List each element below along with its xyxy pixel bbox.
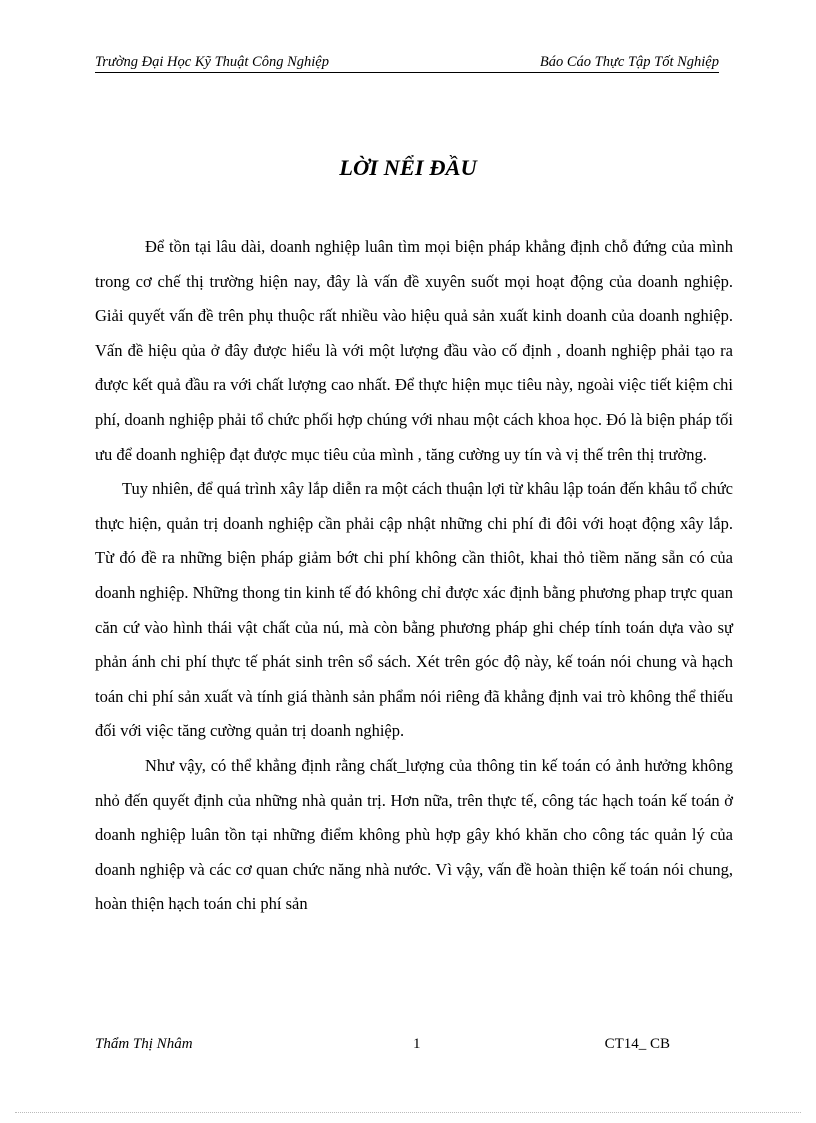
page-header bbox=[95, 52, 719, 73]
header-school-name: Trường Đại Học Kỹ Thuật Công Nghiệp bbox=[95, 54, 329, 70]
footer-author: Thẩm Thị Nhâm bbox=[95, 1036, 193, 1052]
footer-page-number: 1 bbox=[413, 1036, 421, 1052]
document-body bbox=[95, 230, 733, 922]
paragraph-3: Như vậy, có thể khẳng định rằng chất_lượng của thông tin kế toán có ảnh hưởng không nhỏ đến quyết định của những nhà quản trị. Hơn nữa, trên thực tế, công tác hạch toán kế toán ở doanh nghiệp luân tồn tại những điểm không phù hợp gây khó khăn cho công tác quản lý của doanh nghiệp và các cơ quan chức năng nhà nước. Vì vậy, vấn đề hoàn thiện kế toán nói chung, hoàn thiện hạch toán chi phí sản bbox=[95, 755, 733, 914]
header-report-title: Báo Cáo Thực Tập Tốt Nghiệp bbox=[539, 54, 719, 70]
footer-class-code: CT14_ CB bbox=[604, 1036, 670, 1052]
document-title: LỜI NỂI ĐẦU bbox=[339, 155, 477, 180]
page-bottom-edge bbox=[15, 1112, 801, 1113]
paragraph-1: Để tồn tại lâu dài, doanh nghiệp luân tìm mọi biện pháp khẳng định chỗ đứng của mình trong cơ chế thị trường hiện nay, đây là vấn đề xuyên suốt mọi hoạt động của doanh nghiệp. Giải quyết vấn đề trên phụ thuộc rất nhiều vào hiệu quả sản xuất kinh doanh của doanh nghiệp. Vấn đề hiệu qủa ở đây được hiểu là với một lượng đầu vào cố định , doanh nghiệp phải tạo ra được kết quả đầu ra với chất lượng cao nhất. Để thực hiện mục tiêu này, ngoài việc tiết kiệm chi phí, doanh nghiệp phải tổ chức phối hợp chúng với nhau một cách khoa học. Đó là biện pháp tối ưu để doanh nghiệp đạt được mục tiêu của mình , tăng cường uy tín và vị thế trên thị trường. bbox=[95, 237, 733, 464]
paragraph-2: Tuy nhiên, để quá trình xây lắp diễn ra một cách thuận lợi từ khâu lập toán đến khâu tổ chức thực hiện, quản trị doanh nghiệp cần phải cập nhật những chi phí đi đôi với hoạt động xây lắp. Từ đó đề ra những biện pháp giảm bớt chi phí không cần thiôt, khai thỏ tiềm năng sẵn có của doanh nghiệp. Những thong tin kinh tế đó không chỉ được xác định bằng phương phap trực quan căn cứ vào hình thái vật chất của nú, mà còn bằng phương pháp ghi chép tính toán dựa vào sự phản ánh chi phí thực tế phát sinh trên sổ sách. Xét trên góc độ này, kế toán nói chung và hạch toán chi phí sản xuất và tính giá thành sản phẩm nói riêng đã khẳng định vai trò không thể thiếu đối với việc tăng cường quản trị doanh nghiệp. bbox=[95, 479, 733, 741]
